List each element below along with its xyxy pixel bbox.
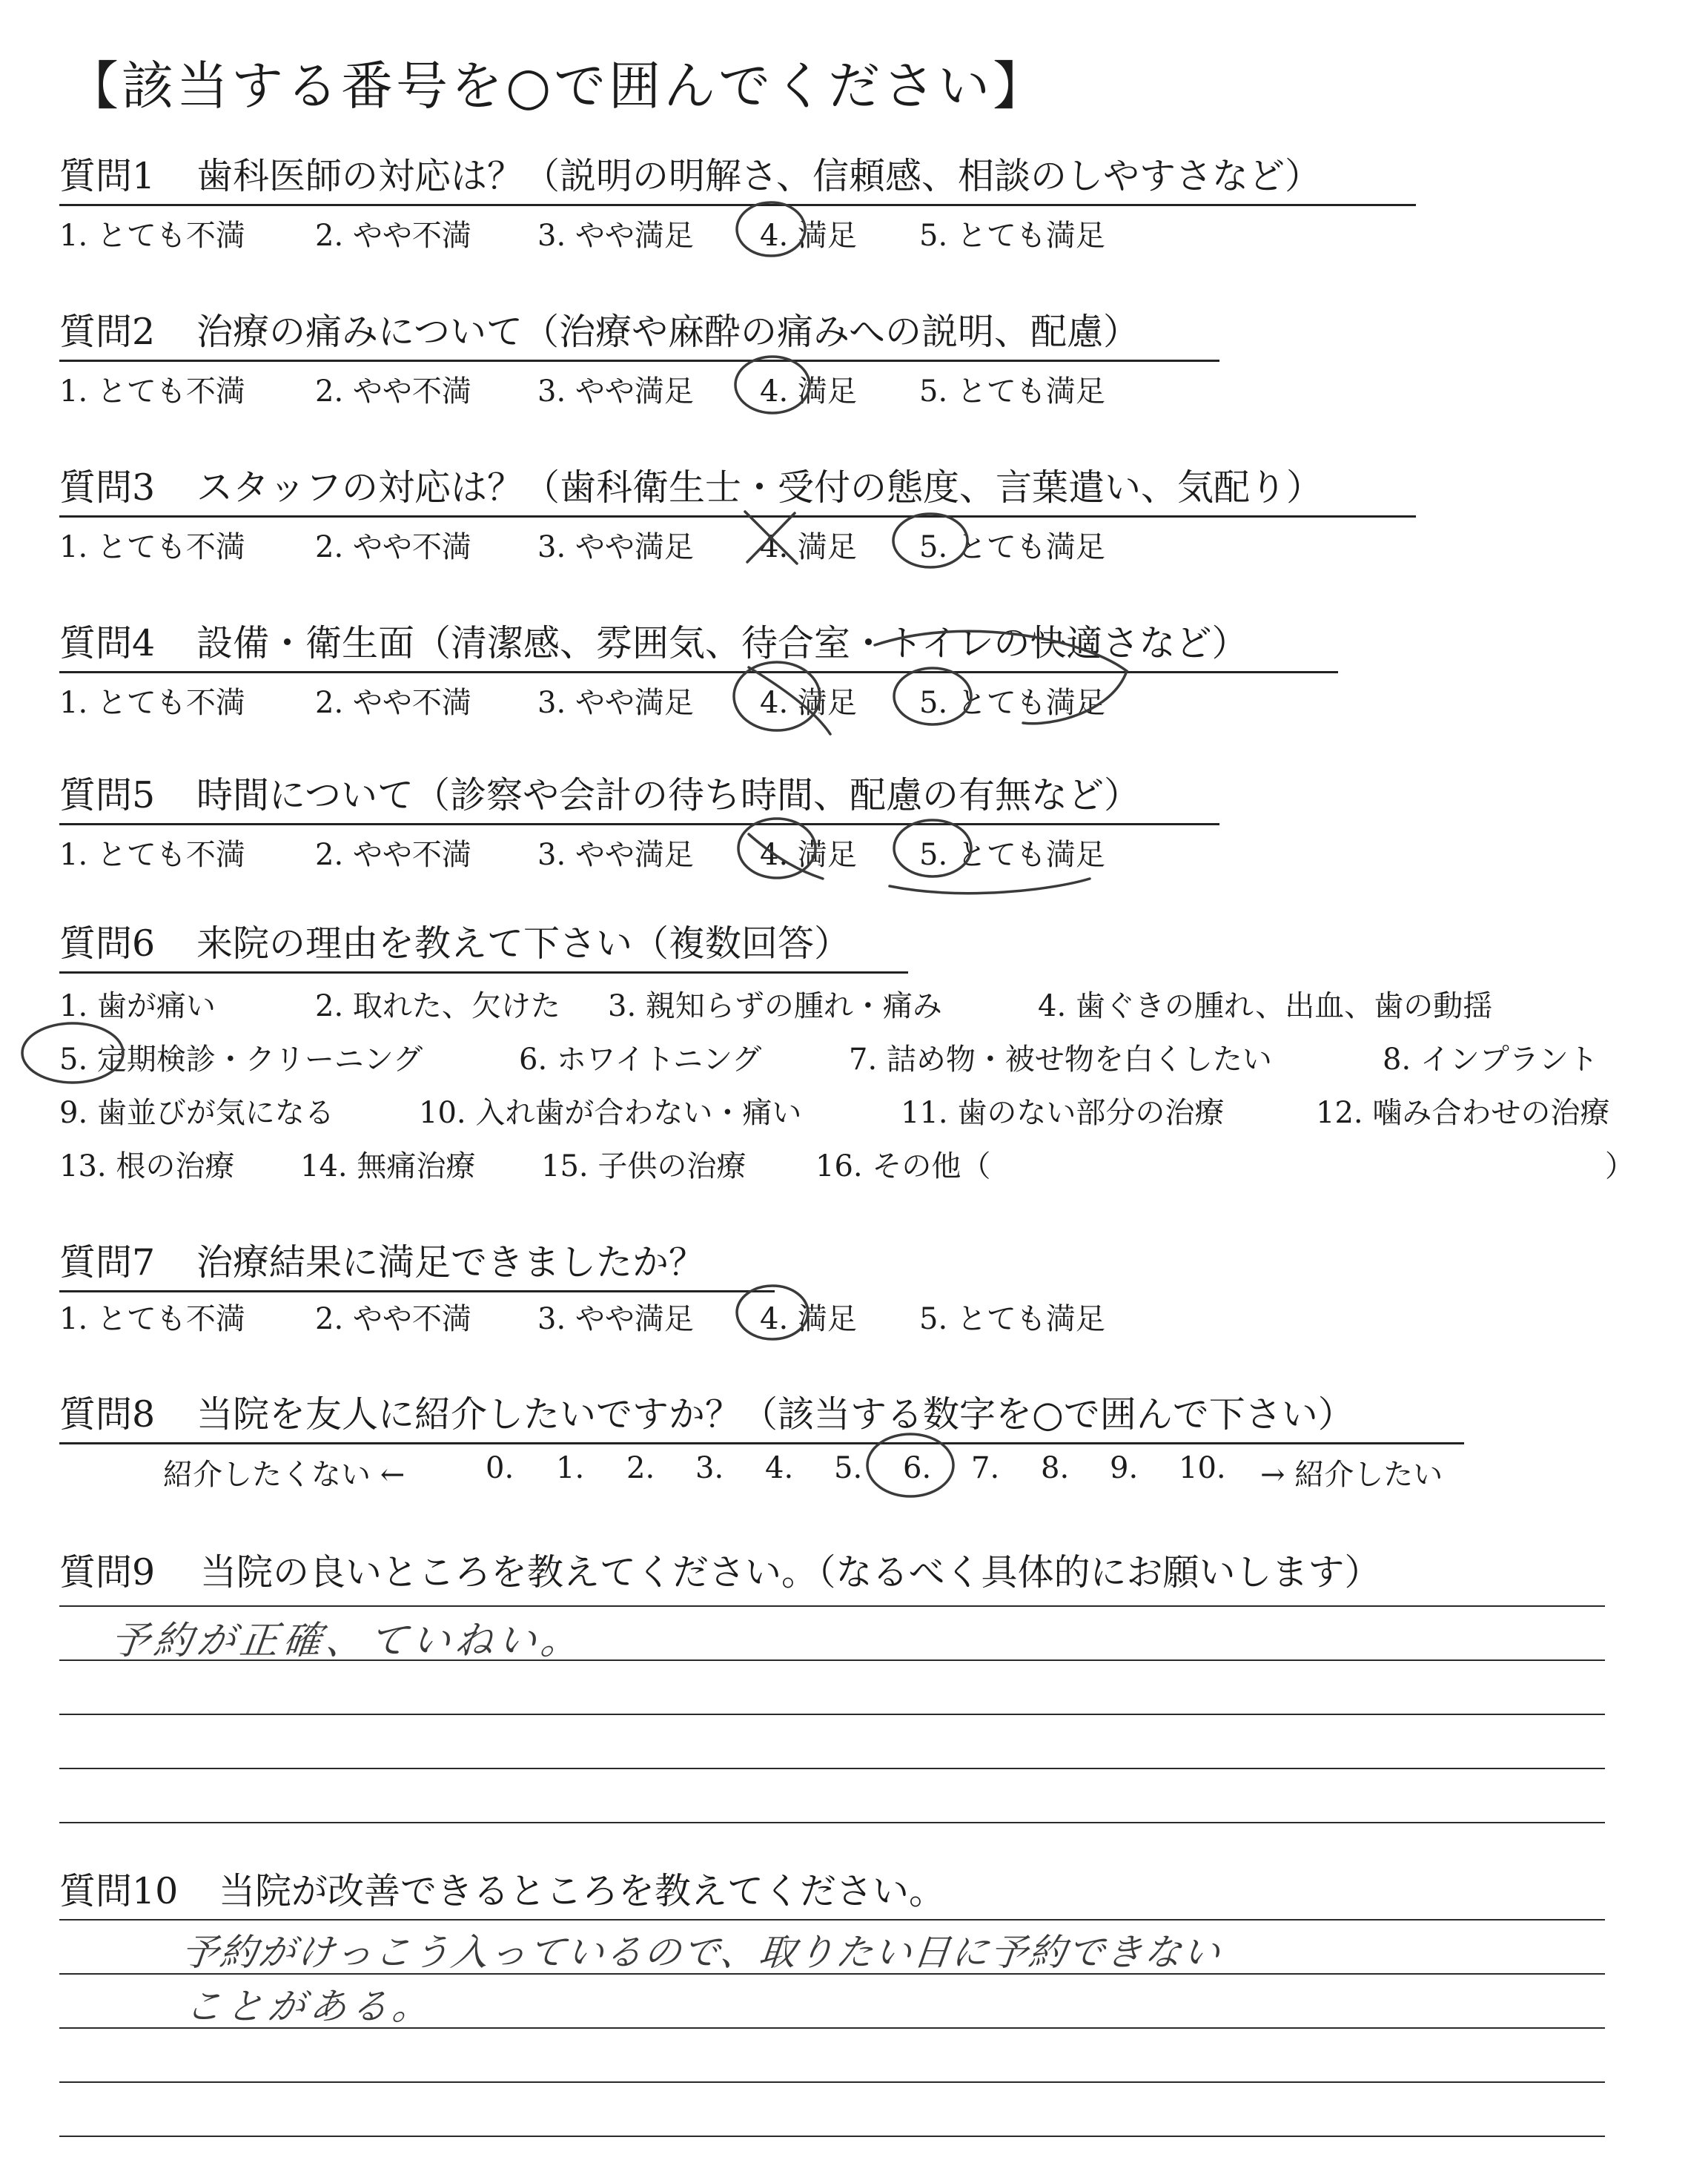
q2-option-3[interactable]: 3. やや満足 <box>537 374 694 409</box>
question-8-text: 当院を友人に紹介したいですか？（該当する数字を○で囲んで下さい） <box>196 1393 1354 1436</box>
q5-option-2[interactable]: 2. やや不満 <box>315 838 471 872</box>
q2-option-1[interactable]: 1. とても不満 <box>59 374 245 409</box>
q4-option-2[interactable]: 2. やや不満 <box>315 686 471 720</box>
question-5-label: 質問5 <box>59 774 156 816</box>
question-7-text: 治療結果に満足できましたか？ <box>196 1241 706 1284</box>
q8-option-1[interactable]: 1. <box>556 1451 585 1485</box>
q6-option-5[interactable]: 5. 定期検診・クリーニング <box>59 1043 423 1077</box>
q8-option-8[interactable]: 8. <box>1041 1451 1070 1485</box>
question-4-label: 質問4 <box>59 622 156 664</box>
q2-option-4[interactable]: 4. 満足 <box>760 374 857 409</box>
q7-option-1[interactable]: 1. とても不満 <box>59 1302 245 1336</box>
q1-option-5[interactable]: 5. とても満足 <box>919 219 1105 253</box>
q7-option-2[interactable]: 2. やや不満 <box>315 1302 471 1336</box>
q6-option-4[interactable]: 4. 歯ぐきの腫れ、出血、歯の動揺 <box>1038 989 1493 1023</box>
question-10-label: 質問10 <box>59 1870 179 1912</box>
q6-option-2[interactable]: 2. 取れた、欠けた <box>315 989 560 1023</box>
q3-option-1[interactable]: 1. とても不満 <box>59 530 245 564</box>
q3-option-4[interactable]: 4. 満足 <box>760 530 857 564</box>
question-4-header <box>59 612 1338 673</box>
question-10-handwritten-answer-line-2: ことがある。 <box>182 1985 437 2028</box>
q6-option-8[interactable]: 8. インプラント <box>1383 1043 1598 1077</box>
question-1-label: 質問1 <box>59 155 156 197</box>
q8-option-6[interactable]: 6. <box>903 1451 932 1485</box>
q1-option-1[interactable]: 1. とても不満 <box>59 219 245 253</box>
q4-option-3[interactable]: 3. やや満足 <box>537 686 694 720</box>
q6-other-close-paren: ） <box>1605 1149 1635 1183</box>
q4-option-5[interactable]: 5. とても満足 <box>919 686 1105 720</box>
q8-right-label: → 紹介したい <box>1260 1458 1443 1492</box>
q5-extra-stroke <box>890 879 1090 894</box>
q5-option-3[interactable]: 3. やや満足 <box>537 838 694 872</box>
q6-option-10[interactable]: 10. 入れ歯が合わない・痛い <box>419 1096 802 1130</box>
q6-option-3[interactable]: 3. 親知らずの腫れ・痛み <box>608 989 942 1023</box>
q8-option-9[interactable]: 9. <box>1110 1451 1139 1485</box>
question-7-header <box>59 1231 775 1292</box>
question-1-header <box>59 145 1416 206</box>
question-9-text: 当院の良いところを教えてください。（なるべく具体的にお願いします） <box>200 1551 1381 1593</box>
question-10-handwritten-answer-line-1: 予約がけっこう入っているので、取りたい日に予約できない <box>179 1931 1224 1974</box>
question-9-handwritten-answer: 予約が正確、ていねい。 <box>108 1619 586 1663</box>
question-6-header <box>59 912 908 974</box>
q2-option-5[interactable]: 5. とても満足 <box>919 374 1105 409</box>
q8-option-0[interactable]: 0. <box>486 1451 514 1485</box>
question-2-label: 質問2 <box>59 311 156 353</box>
q6-option-15[interactable]: 15. 子供の治療 <box>541 1149 747 1183</box>
question-2-text: 治療の痛みについて（治療や麻酔の痛みへの説明、配慮） <box>196 311 1140 353</box>
question-2-header <box>59 300 1219 362</box>
question-6-label: 質問6 <box>59 922 156 965</box>
q8-option-5[interactable]: 5. <box>834 1451 863 1485</box>
q5-option-4[interactable]: 4. 満足 <box>760 838 857 872</box>
q3-option-3[interactable]: 3. やや満足 <box>537 530 694 564</box>
q1-option-4[interactable]: 4. 満足 <box>760 219 857 253</box>
question-4-text: 設備・衛生面（清潔感、雰囲気、待合室・トイレの快適さなど） <box>196 622 1248 664</box>
q2-option-2[interactable]: 2. やや不満 <box>315 374 471 409</box>
question-8-header <box>59 1383 1464 1444</box>
q7-option-5[interactable]: 5. とても満足 <box>919 1302 1105 1336</box>
q8-option-3[interactable]: 3. <box>695 1451 724 1485</box>
q1-option-3[interactable]: 3. やや満足 <box>537 219 694 253</box>
q6-option-1[interactable]: 1. 歯が痛い <box>59 989 216 1023</box>
question-8-label: 質問8 <box>59 1393 156 1436</box>
q5-option-5[interactable]: 5. とても満足 <box>919 838 1105 872</box>
q4-option-4[interactable]: 4. 満足 <box>760 686 857 720</box>
q5-option-1[interactable]: 1. とても不満 <box>59 838 245 872</box>
q6-option-7[interactable]: 7. 詰め物・被せ物を白くしたい <box>849 1043 1272 1077</box>
q1-option-2[interactable]: 2. やや不満 <box>315 219 471 253</box>
question-10-text: 当院が改善できるところを教えてください。 <box>219 1870 946 1912</box>
q3-option-2[interactable]: 2. やや不満 <box>315 530 471 564</box>
q8-left-label: 紹介したくない ← <box>163 1458 406 1492</box>
question-7-label: 質問7 <box>59 1241 156 1284</box>
question-1-text: 歯科医師の対応は？（説明の明解さ、信頼感、相談のしやすさなど） <box>196 155 1322 197</box>
q6-option-9[interactable]: 9. 歯並びが気になる <box>59 1096 334 1130</box>
question-5-text: 時間について（診察や会計の待ち時間、配慮の有無など） <box>196 774 1141 816</box>
q7-option-3[interactable]: 3. やや満足 <box>537 1302 694 1336</box>
q8-option-10[interactable]: 10. <box>1179 1451 1226 1485</box>
q7-option-4[interactable]: 4. 満足 <box>760 1302 857 1336</box>
q3-option-5[interactable]: 5. とても満足 <box>919 530 1105 564</box>
question-5-header <box>59 764 1219 825</box>
q8-option-7[interactable]: 7. <box>971 1451 1000 1485</box>
q6-option-13[interactable]: 13. 根の治療 <box>59 1149 235 1183</box>
question-3-text: スタッフの対応は？（歯科衛生士・受付の態度、言葉遣い、気配り） <box>196 466 1323 509</box>
question-3-label: 質問3 <box>59 466 156 509</box>
q6-option-14[interactable]: 14. 無痛治療 <box>300 1149 476 1183</box>
q8-option-2[interactable]: 2. <box>626 1451 655 1485</box>
question-6-text: 来院の理由を教えて下さい（複数回答） <box>196 922 851 965</box>
q6-option-12[interactable]: 12. 噛み合わせの治療 <box>1316 1096 1610 1130</box>
q4-option-1[interactable]: 1. とても不満 <box>59 686 245 720</box>
q6-option-16[interactable]: 16. その他（ <box>815 1149 991 1183</box>
question-3-header <box>59 456 1416 518</box>
form-title: 【該当する番号を○で囲んでください】 <box>67 56 1048 116</box>
q8-option-4[interactable]: 4. <box>765 1451 794 1485</box>
question-9-label: 質問9 <box>59 1551 156 1593</box>
q6-option-6[interactable]: 6. ホワイトニング <box>519 1043 762 1077</box>
q6-option-11[interactable]: 11. 歯のない部分の治療 <box>901 1096 1225 1130</box>
